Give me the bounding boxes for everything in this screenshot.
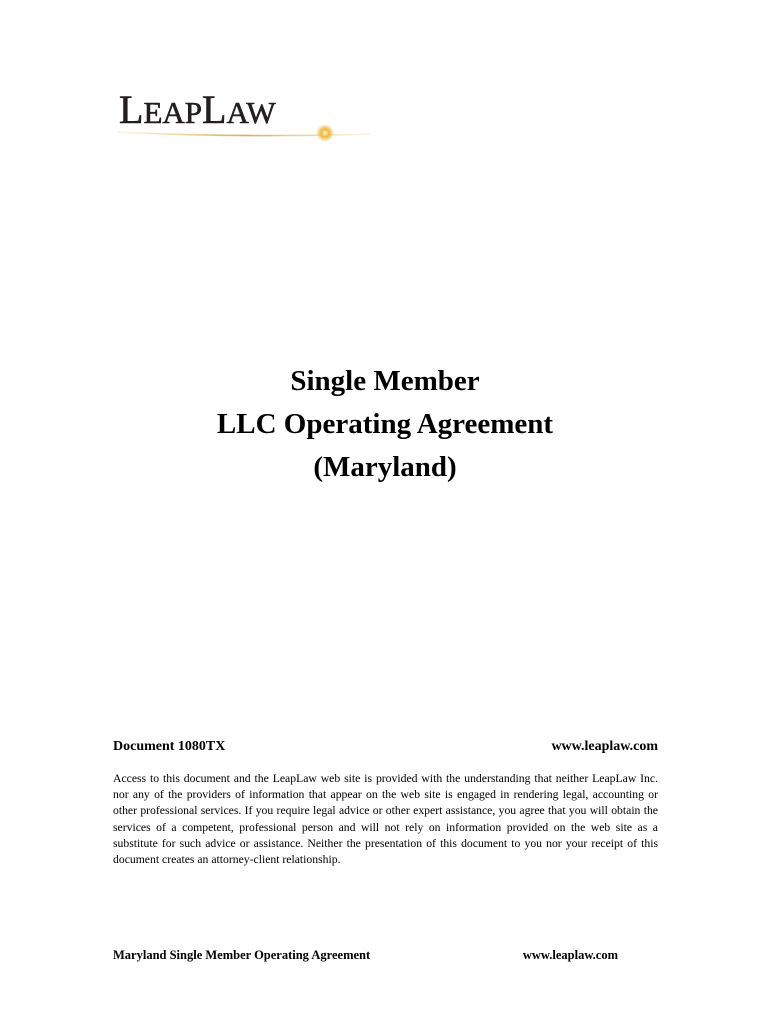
website-link[interactable]: www.leaplaw.com: [551, 739, 658, 754]
title-line-2: LLC Operating Agreement: [216, 408, 554, 440]
disclaimer-text: Access to this document and the LeapLaw web site is provided with the understanding that neither LeapLaw Inc. nor any of the providers of information that appear on the web site is engaged in rendering legal, accounting or other professional services. If you require legal advice or other expert assistance, you agree that you will obtain the services of a competent, professional person and will not rely on information provided on the web site as a substitute for such advice or assistance. Neither the presentation of this document to you nor your receipt of this document creates an attorney-client relationship.: [113, 772, 658, 867]
document-id: Document 1080TX: [113, 739, 226, 754]
title-line-3: (Maryland): [313, 451, 457, 483]
footer-website[interactable]: www.leaplaw.com: [522, 948, 618, 962]
footer-title: Maryland Single Member Operating Agreement: [113, 948, 371, 962]
leaplaw-logo: [116, 87, 386, 150]
document-info-row: [113, 739, 658, 755]
document-title: [0, 360, 770, 489]
title-line-1: Single Member: [290, 365, 480, 397]
logo-wordmark: LEAPLAW: [119, 87, 276, 132]
page-footer: [113, 948, 618, 963]
logo-swoosh-icon: [116, 122, 386, 146]
